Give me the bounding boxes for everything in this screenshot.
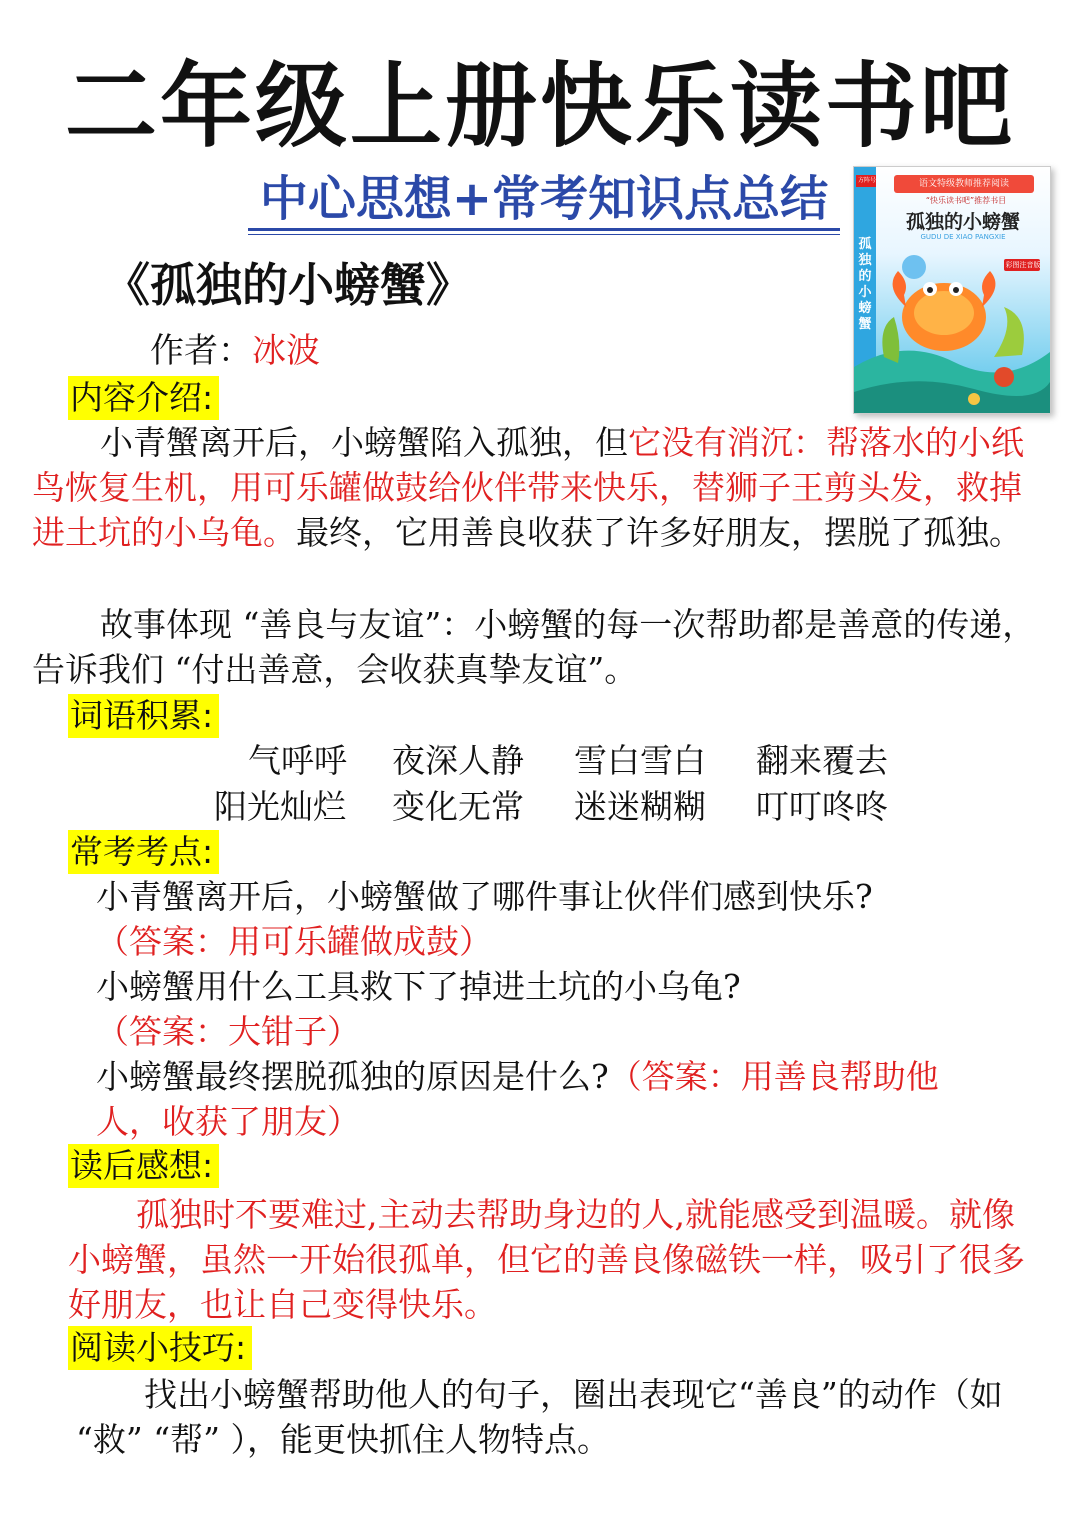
subtitle-underline-2 xyxy=(248,234,840,235)
exam-question-1: 小青蟹离开后，小螃蟹做了哪件事让伙伴们感到快乐? xyxy=(96,877,873,916)
book-cover-pinyin: GUDU DE XIAO PANGXIE xyxy=(920,233,1006,241)
exam-answer-1: （答案：用可乐罐做成鼓） xyxy=(96,922,492,961)
exam-answer-3-cont: 人，收获了朋友） xyxy=(96,1102,360,1141)
section-heading-tips: 阅读小技巧: xyxy=(68,1326,252,1370)
book-cover-banner: 语文特级教师推荐阅读 xyxy=(918,179,1009,189)
content-paragraph-2: 故事体现 “善良与友谊”：小螃蟹的每一次帮助都是善意的传递，告诉我们 “付出善意，会收获真挚友谊”。 xyxy=(32,605,1036,689)
vocab-word: 夜深人静 xyxy=(392,741,524,780)
author-label: 作者： xyxy=(150,331,252,371)
book-cover-series: “快乐读书吧”推荐书目 xyxy=(925,196,1007,205)
vocab-word: 翻来覆去 xyxy=(756,741,888,780)
book-cover-edition: 彩图注音版 xyxy=(1005,261,1041,269)
vocab-word: 迷迷糊糊 xyxy=(574,787,706,826)
exam-question-3-text: 小螃蟹最终摆脱孤独的原因是什么? xyxy=(96,1057,609,1096)
author-name: 冰波 xyxy=(252,331,320,371)
tips-paragraph: 找出小螃蟹帮助他人的句子，圈出表现它“善良”的动作（如 “救” “帮” ），能更快抓住人物特点。 xyxy=(76,1375,1003,1459)
book-name: 《孤独的小螃蟹》 xyxy=(104,258,472,312)
exam-question-2: 小螃蟹用什么工具救下了掉进土坑的小乌龟? xyxy=(96,967,741,1006)
exam-answer-2: （答案：大钳子） xyxy=(96,1012,360,1051)
exam-answer-3: （答案：用善良帮助他 xyxy=(608,1057,939,1096)
exam-question-3 xyxy=(96,1054,1046,1099)
vocab-word: 气呼呼 xyxy=(248,741,347,780)
reflection-paragraph: 孤独时不要难过,主动去帮助身边的人,就能感受到温暖。就像小螃蟹，虽然一开始很孤单，但它的善良像磁铁一样，吸引了很多好朋友，也让自己变得快乐。 xyxy=(68,1195,1025,1324)
subtitle-underline xyxy=(248,228,840,231)
vocab-word: 雪白雪白 xyxy=(574,741,706,780)
subtitle: 中心思想+常考知识点总结 xyxy=(259,171,829,227)
content-paragraph-1 xyxy=(32,420,1044,555)
section-heading-reflection: 读后感想: xyxy=(68,1144,219,1188)
vocab-word: 阳光灿烂 xyxy=(214,787,346,826)
content-p1-highlight: 它没有消沉：帮落水的小纸鸟恢复生机，用可乐罐做鼓给伙伴带来快乐，替狮子王剪头发，救掉进土坑的小乌龟。 xyxy=(32,423,1024,552)
section-heading-vocab: 词语积累: xyxy=(68,694,219,738)
book-cover-spine: 孤独的小螃蟹 xyxy=(858,237,872,332)
content-p1-start: 小青蟹离开后，小螃蟹陷入孤独，但 xyxy=(100,423,628,462)
book-cover-title: 孤独的小螃蟹 xyxy=(905,211,1020,233)
section-heading-exam: 常考考点: xyxy=(68,830,219,874)
vocab-word: 变化无常 xyxy=(392,787,524,826)
book-cover-badge: 方阵号 xyxy=(857,177,876,184)
section-heading-content: 内容介绍: xyxy=(68,376,219,420)
content-p1-end: 最终，它用善良收获了许多好朋友，摆脱了孤独。 xyxy=(296,513,1022,552)
book-cover xyxy=(853,166,1051,414)
author-line xyxy=(150,326,320,376)
vocab-word: 叮叮咚咚 xyxy=(756,787,888,826)
page-title: 二年级上册快乐读书吧 xyxy=(64,53,1015,160)
